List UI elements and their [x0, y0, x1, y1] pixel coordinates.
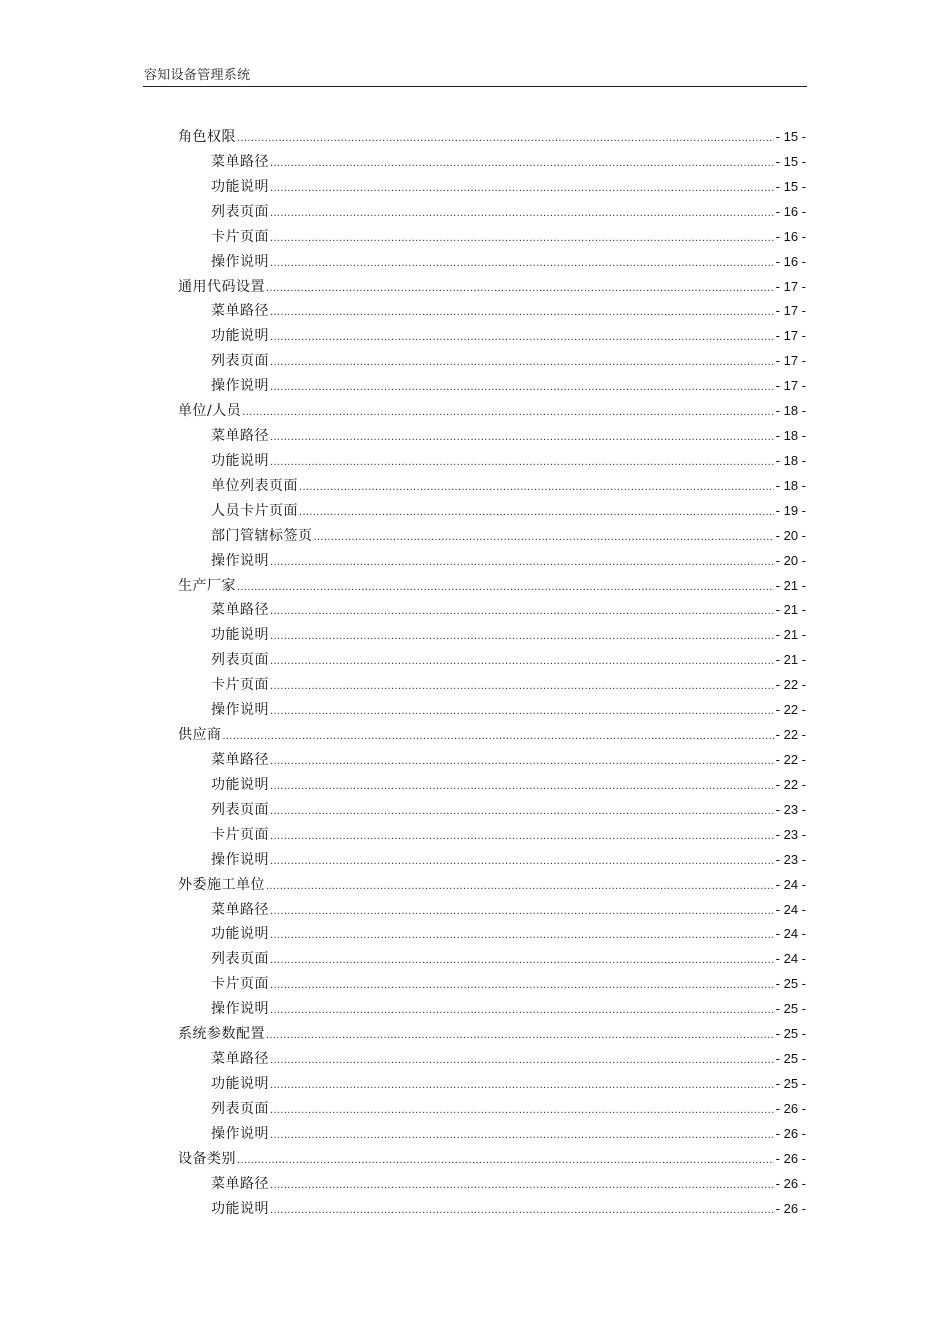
toc-dot-leader [270, 1123, 774, 1148]
toc-dot-leader [237, 1148, 774, 1173]
toc-entry-label: 系统参数配置 [178, 1026, 265, 1043]
toc-subsection-link[interactable] [211, 848, 806, 873]
toc-subsection-link[interactable] [211, 947, 806, 972]
toc-dot-leader [266, 276, 774, 301]
toc-dot-leader [270, 1073, 774, 1098]
toc-entry-label: 操作说明 [211, 1125, 269, 1142]
toc-dot-leader [270, 849, 774, 874]
toc-page-number: - 20 - [775, 527, 806, 543]
toc-page-number: - 15 - [775, 153, 806, 169]
toc-page-number: - 21 - [775, 652, 806, 668]
toc-dot-leader [242, 400, 773, 425]
toc-page-number: - 24 - [775, 951, 806, 967]
toc-dot-leader [223, 724, 774, 749]
toc-subsection-link[interactable] [211, 549, 806, 574]
toc-subsection-link[interactable] [211, 1197, 806, 1222]
toc-entry-label: 功能说明 [211, 178, 269, 195]
toc-page-number: - 26 - [775, 1200, 806, 1216]
toc-page-number: - 17 - [775, 378, 806, 394]
toc-subsection-link[interactable] [211, 773, 806, 798]
toc-dot-leader [270, 550, 774, 575]
toc-page-number: - 26 - [775, 1150, 806, 1166]
toc-entry-label: 功能说明 [211, 776, 269, 793]
toc-subsection-link[interactable] [211, 922, 806, 947]
toc-page-number: - 25 - [775, 1075, 806, 1091]
toc-entry-label: 列表页面 [211, 203, 269, 220]
toc-dot-leader [270, 899, 774, 924]
toc-subsection-link[interactable] [211, 598, 806, 623]
toc-subsection-link[interactable] [211, 823, 806, 848]
toc-page-number: - 15 - [775, 178, 806, 194]
page-header [143, 66, 807, 87]
toc-entry-label: 功能说明 [211, 452, 269, 469]
toc-dot-leader [270, 973, 774, 998]
toc-entry-label: 单位列表页面 [211, 477, 298, 494]
toc-subsection-link[interactable] [211, 798, 806, 823]
toc-page-number: - 16 - [775, 228, 806, 244]
toc-page-number: - 24 - [775, 926, 806, 942]
toc-subsection-link[interactable] [211, 1172, 806, 1197]
toc-dot-leader [270, 226, 774, 251]
toc-section-link[interactable] [178, 723, 806, 748]
toc-page-number: - 24 - [775, 901, 806, 917]
toc-page-number: - 26 - [775, 1100, 806, 1116]
toc-entry-label: 功能说明 [211, 1075, 269, 1092]
toc-dot-leader [270, 375, 774, 400]
toc-entry-label: 角色权限 [178, 129, 236, 145]
toc-entry-label: 列表页面 [211, 353, 269, 370]
toc-dot-leader [270, 799, 774, 824]
toc-entry-label: 列表页面 [211, 801, 269, 818]
toc-entry-label: 卡片页面 [211, 677, 269, 694]
toc-entry-label: 外委施工单位 [178, 876, 265, 893]
toc-dot-leader [270, 649, 774, 674]
toc-entry-label: 菜单路径 [211, 752, 269, 768]
toc-entry-label: 操作说明 [211, 378, 269, 395]
document-title: 容知设备管理系统 [144, 68, 251, 83]
toc-page-number: - 18 - [775, 477, 806, 493]
toc-subsection-link[interactable] [211, 299, 806, 324]
toc-dot-leader [270, 699, 774, 724]
toc-subsection-link[interactable] [211, 175, 806, 200]
toc-page-number: - 24 - [775, 876, 806, 892]
toc-dot-leader [270, 176, 774, 201]
toc-subsection-link[interactable] [211, 474, 806, 499]
toc-entry-label: 功能说明 [211, 1200, 269, 1217]
toc-dot-leader [270, 1173, 774, 1198]
toc-dot-leader [237, 126, 774, 151]
toc-subsection-link[interactable] [211, 449, 806, 474]
toc-entry-label: 功能说明 [211, 926, 269, 943]
toc-page-number: - 22 - [775, 677, 806, 693]
toc-subsection-link[interactable] [211, 673, 806, 698]
toc-entry-label: 卡片页面 [211, 826, 269, 843]
toc-page-number: - 25 - [775, 1051, 806, 1067]
toc-dot-leader [270, 151, 774, 176]
toc-subsection-link[interactable] [211, 250, 806, 275]
toc-entry-label: 菜单路径 [211, 602, 269, 619]
toc-page-number: - 23 - [775, 826, 806, 842]
toc-page-number: - 23 - [775, 801, 806, 817]
toc-subsection-link[interactable] [211, 349, 806, 374]
toc-dot-leader [270, 450, 774, 475]
toc-dot-leader [270, 749, 774, 774]
toc-dot-leader [270, 624, 774, 649]
toc-dot-leader [299, 500, 774, 525]
toc-dot-leader [270, 300, 774, 325]
toc-entry-label: 功能说明 [211, 627, 269, 644]
toc-subsection-link[interactable] [211, 324, 806, 349]
toc-entry-label: 操作说明 [211, 253, 269, 270]
toc-entry-label: 设备类别 [178, 1150, 236, 1167]
toc-subsection-link[interactable] [211, 898, 806, 923]
toc-page-number: - 18 - [775, 452, 806, 468]
toc-dot-leader [270, 201, 774, 226]
toc-entry-label: 菜单路径 [211, 153, 269, 170]
toc-dot-leader [270, 998, 774, 1023]
toc-dot-leader [270, 599, 774, 624]
toc-subsection-link[interactable] [211, 200, 806, 225]
toc-subsection-link[interactable] [211, 997, 806, 1022]
toc-entry-label: 供应商 [178, 727, 222, 744]
toc-page-number: - 18 - [775, 428, 806, 444]
toc-entry-label: 单位/人员 [178, 403, 242, 420]
toc-dot-leader [314, 525, 774, 550]
toc-entry-label: 操作说明 [211, 1001, 269, 1018]
toc-page-number: - 22 - [775, 702, 806, 718]
toc-page-number: - 17 - [775, 353, 806, 369]
toc-page-number: - 21 - [775, 602, 806, 618]
toc-page-number: - 23 - [775, 851, 806, 867]
toc-dot-leader [270, 948, 774, 973]
toc-dot-leader [237, 575, 774, 600]
toc-subsection-link[interactable] [211, 698, 806, 723]
toc-dot-leader [270, 350, 774, 375]
toc-page-number: - 15 - [775, 129, 806, 144]
toc-subsection-link[interactable] [211, 1097, 806, 1122]
toc-entry-label: 卡片页面 [211, 976, 269, 993]
toc-section-link[interactable] [178, 399, 806, 424]
toc-entry-label: 生产厂家 [178, 577, 236, 594]
toc-page-number: - 22 - [775, 727, 806, 743]
toc-entry-label: 菜单路径 [211, 303, 269, 320]
toc-dot-leader [299, 475, 774, 500]
toc-entry-label: 人员卡片页面 [211, 502, 298, 519]
toc-subsection-link[interactable] [211, 499, 806, 524]
toc-page-number: - 25 - [775, 976, 806, 992]
toc-page-number: - 26 - [775, 1125, 806, 1141]
toc-dot-leader [270, 1048, 774, 1073]
toc-entry-label: 操作说明 [211, 702, 269, 719]
toc-entry-label: 菜单路径 [211, 901, 269, 918]
toc-subsection-link[interactable] [211, 1072, 806, 1097]
toc-dot-leader [266, 874, 774, 899]
toc-page-number: - 17 - [775, 328, 806, 344]
toc-entry-label: 菜单路径 [211, 1175, 269, 1192]
toc-section-link[interactable] [178, 1147, 806, 1172]
toc-page-number: - 19 - [775, 502, 806, 518]
toc-entry-label: 卡片页面 [211, 228, 269, 245]
toc-dot-leader [270, 325, 774, 350]
toc-page-number: - 18 - [775, 403, 806, 419]
toc-page-number: - 25 - [775, 1026, 806, 1042]
toc-entry-label: 操作说明 [211, 552, 269, 569]
toc-page-number: - 22 - [775, 752, 806, 767]
toc-section-link[interactable] [178, 873, 806, 898]
toc-page-number: - 26 - [775, 1175, 806, 1191]
toc-dot-leader [270, 425, 774, 450]
toc-section-link[interactable] [178, 574, 806, 599]
toc-dot-leader [270, 774, 774, 799]
toc-page-number: - 17 - [775, 278, 806, 294]
toc-entry-label: 列表页面 [211, 1100, 269, 1117]
toc-section-link[interactable] [178, 1022, 806, 1047]
toc-entry-label: 操作说明 [211, 851, 269, 868]
toc-dot-leader [270, 1098, 774, 1123]
toc-dot-leader [270, 923, 774, 948]
toc-dot-leader [270, 674, 774, 699]
toc-entry-label: 功能说明 [211, 328, 269, 345]
toc-page-number: - 17 - [775, 303, 806, 319]
toc-subsection-link[interactable] [211, 748, 806, 773]
toc-dot-leader [270, 1198, 774, 1223]
toc-page-number: - 21 - [775, 627, 806, 643]
toc-subsection-link[interactable] [211, 424, 806, 449]
toc-subsection-link[interactable] [211, 225, 806, 250]
toc-entry-label: 菜单路径 [211, 1051, 269, 1068]
toc-dot-leader [270, 251, 774, 276]
toc-entry-label: 菜单路径 [211, 428, 269, 445]
toc-entry-label: 列表页面 [211, 951, 269, 968]
toc-page-number: - 22 - [775, 776, 806, 792]
toc-dot-leader [270, 824, 774, 849]
toc-entry-label: 部门管辖标签页 [211, 527, 313, 544]
toc-entry-label: 列表页面 [211, 652, 269, 669]
toc-subsection-link[interactable] [211, 623, 806, 648]
toc-page-number: - 25 - [775, 1001, 806, 1017]
toc-subsection-link[interactable] [211, 524, 806, 549]
toc-page-number: - 16 - [775, 203, 806, 219]
toc-section-link[interactable] [178, 275, 806, 300]
toc-page-number: - 16 - [775, 253, 806, 269]
toc-subsection-link[interactable] [211, 150, 806, 175]
toc-page-number: - 21 - [775, 577, 806, 593]
toc-section-link[interactable] [178, 125, 806, 150]
toc-page-number: - 20 - [775, 552, 806, 568]
toc-dot-leader [266, 1023, 774, 1048]
toc-subsection-link[interactable] [211, 1122, 806, 1147]
toc-subsection-link[interactable] [211, 648, 806, 673]
toc-subsection-link[interactable] [211, 1047, 806, 1072]
toc-subsection-link[interactable] [211, 374, 806, 399]
toc-entry-label: 通用代码设置 [178, 278, 265, 295]
toc-subsection-link[interactable] [211, 972, 806, 997]
